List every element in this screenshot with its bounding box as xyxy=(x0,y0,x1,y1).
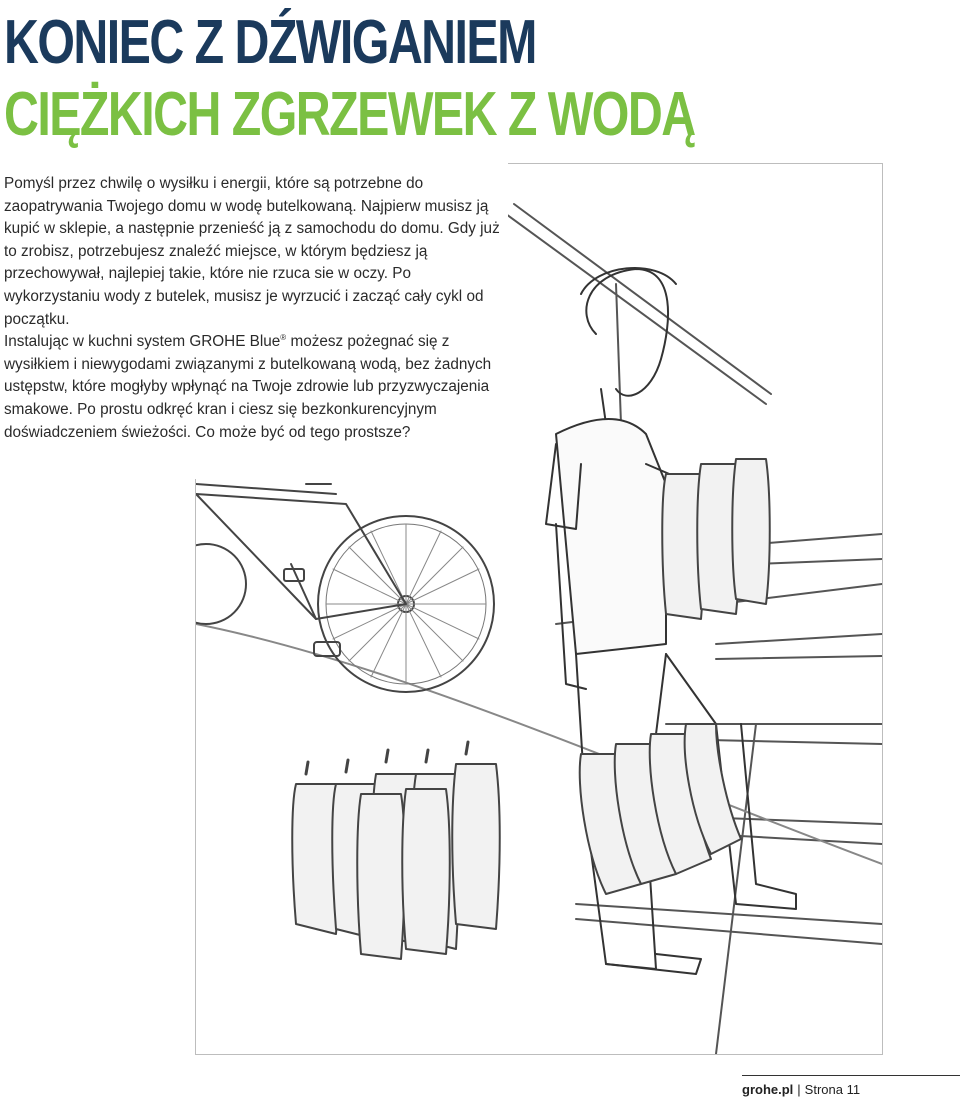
title-line-2: CIĘŻKICH ZGRZEWEK Z WODĄ xyxy=(4,80,695,149)
bottle-pack-floor xyxy=(292,742,500,959)
paragraph-2-start: Instalując w kuchni system GROHE Blue xyxy=(4,333,281,351)
intro-text-block xyxy=(0,163,508,479)
page-footer xyxy=(742,1075,960,1097)
footer-page-number: Strona 11 xyxy=(804,1082,861,1097)
footer-site: grohe.pl xyxy=(742,1082,794,1097)
title-line-1: KONIEC Z DŹWIGANIEM xyxy=(4,8,536,77)
registered-mark: ® xyxy=(280,333,287,343)
bicycle xyxy=(196,484,494,692)
paragraph-2-end: możesz pożegnać się z wysiłkiem i niewygodami związanymi z butelkowaną wodą, bez żadnych ustępstw, które mogłyby wpłynąć na Twoje zdrowie lub przyzwyczajenia smakowe. Po prostu odkręć kran i ciesz się bezkonkurencyjnym doświadczeniem świeżości. Co może być od tego prostsze? xyxy=(4,333,492,441)
bottle-pack-held-low xyxy=(580,724,741,894)
paragraph-2 xyxy=(4,331,508,444)
bottle-pack-held-high xyxy=(662,459,770,619)
paragraph-1: Pomyśl przez chwilę o wysiłku i energii, które są potrzebne do zaopatrywania Twojego domu w wodę butelkowaną. Najpierw musisz ją kupić w sklepie, a następnie przenieść ją z samochodu do domu. Gdy już to zrobisz, potrzebujesz znaleźć miejsce, w którym będziesz ją przechowywał, najlepiej takie, które nie rzuca sie w oczy. Po wykorzystaniu wody z butelek, musisz je wyrzucić i zacząć cały cykl od początku. xyxy=(4,175,500,328)
footer-separator: | xyxy=(797,1082,801,1097)
